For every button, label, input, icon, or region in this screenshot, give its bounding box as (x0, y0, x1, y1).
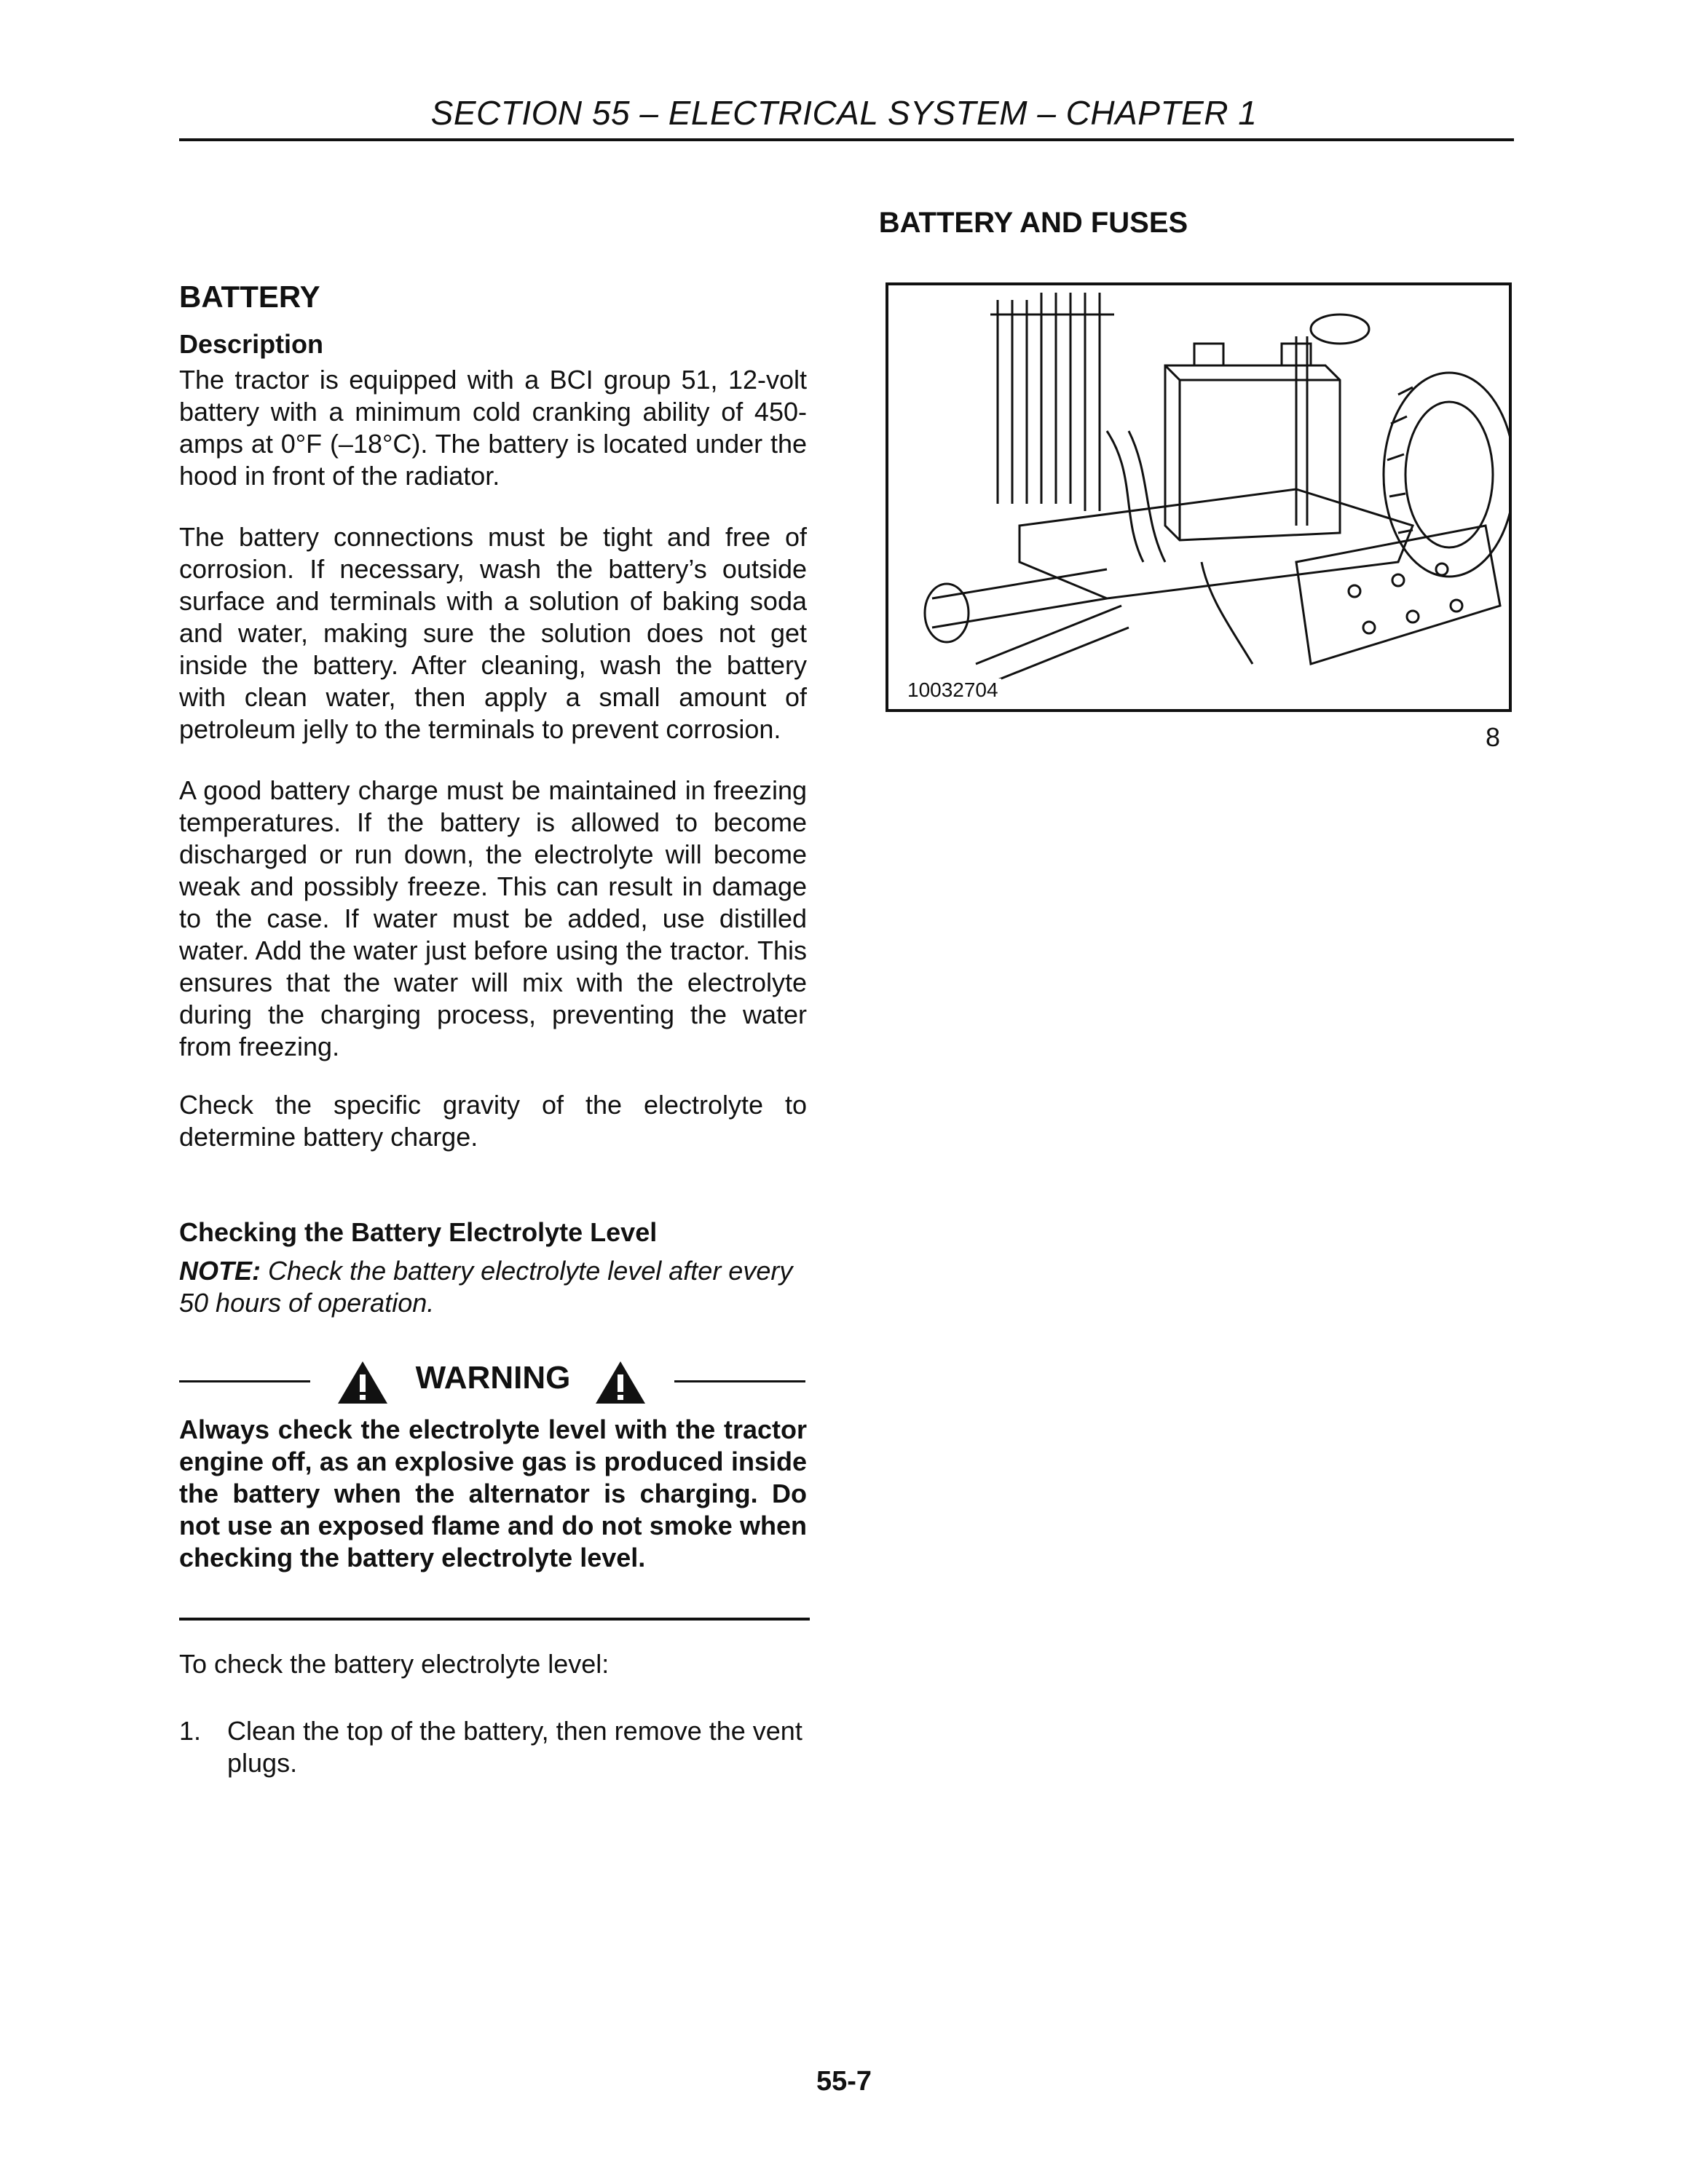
tractor-battery-drawing (888, 285, 1509, 709)
paragraph: A good battery charge must be maintained in freezing temperatures. If the battery is allowed to become discharged or run down, the electrolyte will become weak and possibly freeze. This can result in damage to the case. If water must be added, use distilled water. Add the water just before using the tractor. This ensures that the water will mix with the electrolyte during the charging process, preventing the water from freezing. (179, 775, 807, 1061)
warning-banner (179, 1357, 807, 1404)
note (179, 1255, 807, 1319)
steps-intro: To check the battery electrolyte level: (179, 1649, 610, 1679)
page-title: BATTERY AND FUSES (878, 207, 1188, 239)
electrolyte-heading: Checking the Battery Electrolyte Level (179, 1217, 658, 1247)
note-text: Check the battery electrolyte level after every 50 hours of operation. (179, 1256, 793, 1318)
description-heading: Description (179, 329, 324, 359)
step-text: Clean the top of the battery, then remove the vent plugs. (227, 1716, 802, 1778)
section-header: SECTION 55 – ELECTRICAL SYSTEM – CHAPTER 1 (430, 94, 1258, 132)
header-rule (179, 138, 1514, 141)
paragraph: The battery connections must be tight and free of corrosion. If necessary, wash the battery’s outside surface and terminals with a solution of baking soda and water, making sure the solution does not get inside the battery. After cleaning, wash the battery with clean water, then apply a small amount of petroleum jelly to the terminals to prevent corrosion. (179, 522, 807, 744)
warning-label: WARNING (415, 1360, 571, 1396)
page-number: 55-7 (816, 2066, 872, 2097)
battery-heading: BATTERY (179, 280, 320, 314)
warning-triangle-icon (594, 1360, 647, 1405)
paragraph: Check the specific gravity of the electrolyte to determine battery charge. (179, 1090, 807, 1152)
step-number: 1. (179, 1716, 202, 1746)
paragraph: The tractor is equipped with a BCI group 51, 12-volt battery with a minimum cold cranking ability of 450-amps at 0°F (–18°C). The battery is located under the hood in front of the radiator. (179, 365, 807, 491)
figure-image-id: 10032704 (904, 678, 1001, 702)
figure-number: 8 (1486, 722, 1501, 752)
warning-rule (179, 1618, 810, 1621)
note-label: NOTE: (179, 1256, 261, 1286)
battery-illustration (886, 282, 1512, 712)
warning-line-right (674, 1380, 805, 1382)
warning-text: Always check the electrolyte level with the tractor engine off, as an explosive gas is produced inside the battery when the alternator is charging. Do not use an exposed flame and do not smoke when checking the battery electrolyte level. (179, 1415, 807, 1572)
